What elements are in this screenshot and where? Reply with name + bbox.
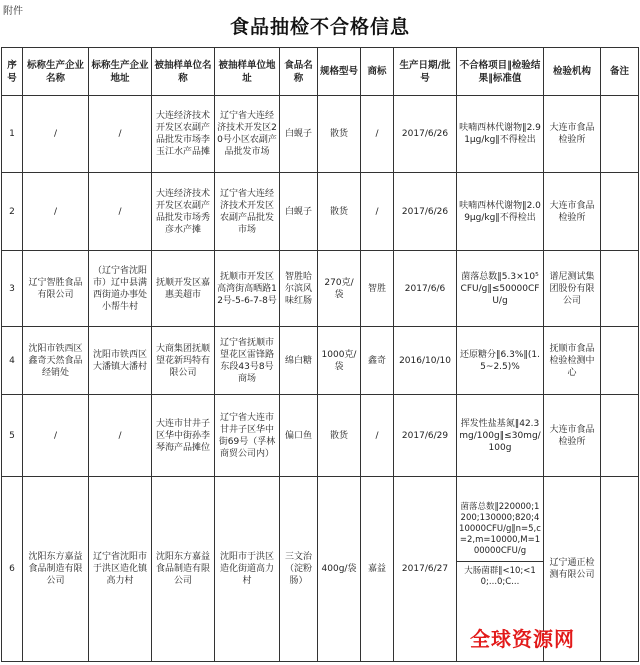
cell-maker: 沈阳市铁西区鑫奇天然食品经销处 [23,327,89,395]
cell-spec: 散货 [318,395,361,477]
cell-maker-address: （辽宁省沈阳市）辽中县满西街道办事处小帮牛村 [89,251,152,327]
page-title: 食品抽检不合格信息 [229,16,410,38]
cell-sampled-unit: 大连市甘井子区华中街孙李琴海产品摊位 [152,395,215,477]
cell-result: 呋喃西林代谢物‖2.91μg/kg‖不得检出 [457,96,544,173]
col-header: 商标 [361,48,394,96]
cell-agency: 大连市食品检验所 [544,173,601,251]
cell-sampled-unit: 大连经济技术开发区农副产品批发市场李玉江水产品摊 [152,96,215,173]
col-header: 标称生产企业地址 [89,48,152,96]
cell-note [601,395,639,477]
cell-maker-address: / [89,395,152,477]
col-header: 检验机构 [544,48,601,96]
cell-date: 2017/6/6 [394,251,457,327]
col-header: 备注 [601,48,639,96]
cell-maker-address: 沈阳市铁西区大潘镇大潘村 [89,327,152,395]
cell-note [601,251,639,327]
cell-date: 2016/10/10 [394,327,457,395]
cell-seq: 4 [2,327,23,395]
cell-maker-address: / [89,96,152,173]
watermark-logo: 全球资源网 [470,627,575,651]
col-header: 序号 [2,48,23,96]
cell-maker: / [23,96,89,173]
cell-brand: / [361,96,394,173]
table-row [2,173,639,251]
cell-seq: 5 [2,395,23,477]
cell-result: 呋喃西林代谢物‖2.09μg/kg‖不得检出 [457,173,544,251]
cell-note [601,96,639,173]
result-item-b: 大肠菌群‖<10;<10;...0;C... [464,566,536,587]
cell-seq: 6 [2,477,23,662]
cell-food: 三文治（淀粉肠） [280,477,318,662]
cell-note [601,477,639,662]
cell-food: 白蚬子 [280,96,318,173]
cell-result: 挥发性盐基氮‖42.3mg/100g‖≤30mg/100g [457,395,544,477]
cell-brand: 嘉益 [361,477,394,662]
cell-seq: 1 [2,96,23,173]
cell-maker: / [23,395,89,477]
cell-sampled-address: 辽宁省抚顺市望花区雷锋路东段43号8号商场 [215,327,280,395]
col-header: 被抽样单位名称 [152,48,215,96]
cell-seq: 2 [2,173,23,251]
col-header: 不合格项目‖检验结果‖标准值 [457,48,544,96]
cell-date: 2017/6/26 [394,173,457,251]
cell-maker: 沈阳东方嘉益食品制造有限公司 [23,477,89,662]
cell-food: 智胜哈尔滨风味红肠 [280,251,318,327]
cell-date: 2017/6/26 [394,96,457,173]
cell-sampled-unit: 沈阳东方嘉益食品制造有限公司 [152,477,215,662]
table-row [2,395,639,477]
header-row [2,48,639,96]
cell-date: 2017/6/27 [394,477,457,662]
cell-date: 2017/6/29 [394,395,457,477]
cell-agency: 辽宁通正检测有限公司 [544,477,601,662]
cell-sampled-address: 辽宁省大连经济技术开发区农副产品批发市场 [215,173,280,251]
cell-spec: 散货 [318,96,361,173]
cell-maker: / [23,173,89,251]
cell-agency: 大连市食品检验所 [544,96,601,173]
cell-result: 还原糖分‖6.3%‖(1.5~2.5)% [457,327,544,395]
cell-spec: 散货 [318,173,361,251]
col-header: 生产日期/批号 [394,48,457,96]
col-header: 食品名称 [280,48,318,96]
table-row [2,96,639,173]
cell-sampled-unit: 大商集团抚顺望花新玛特有限公司 [152,327,215,395]
cell-maker: 辽宁智胜食品有限公司 [23,251,89,327]
cell-food: 白蚬子 [280,173,318,251]
cell-maker-address: 辽宁省沈阳市于洪区造化镇高力村 [89,477,152,662]
cell-brand: 鑫奇 [361,327,394,395]
cell-agency: 大连市食品检验所 [544,395,601,477]
cell-brand: / [361,173,394,251]
cell-sampled-address: 抚顺市开发区高湾街高晒路12号-5-6-7-8号 [215,251,280,327]
attachment-label: 附件 [3,6,23,17]
cell-spec: 1000克/袋 [318,327,361,395]
cell-brand: 智胜 [361,251,394,327]
cell-food: 绵白糖 [280,327,318,395]
cell-sampled-address: 辽宁省大连经济技术开发区20号小区农副产品批发市场 [215,96,280,173]
cell-note [601,327,639,395]
cell-sampled-unit: 抚顺开发区嘉惠美超市 [152,251,215,327]
cell-brand: / [361,395,394,477]
col-header: 规格型号 [318,48,361,96]
cell-sampled-unit: 大连经济技术开发区农副产品批发市场秀彦水产摊 [152,173,215,251]
cell-note [601,173,639,251]
cell-maker-address: / [89,173,152,251]
cell-agency: 抚顺市食品检验检测中心 [544,327,601,395]
cell-food: 偏口鱼 [280,395,318,477]
table-row [2,327,639,395]
col-header: 被抽样单位地址 [215,48,280,96]
table-row [2,251,639,327]
cell-result: 菌落总数‖5.3×10⁵CFU/g‖≤50000CFU/g [457,251,544,327]
cell-spec: 270克/袋 [318,251,361,327]
cell-agency: 谱尼测试集团股份有限公司 [544,251,601,327]
cell-seq: 3 [2,251,23,327]
cell-spec: 400g/袋 [318,477,361,662]
col-header: 标称生产企业名称 [23,48,89,96]
cell-sampled-address: 辽宁省大连市甘井子区华中街69号（孚林商贸公司内） [215,395,280,477]
result-item-a: 菌落总数‖220000;1200;130000;820;410000CFU/g‖n=5,c=2,m=10000,M=100000CFU/g [457,498,543,562]
inspection-table [1,47,639,662]
cell-sampled-address: 沈阳市于洪区造化街道高力村 [215,477,280,662]
